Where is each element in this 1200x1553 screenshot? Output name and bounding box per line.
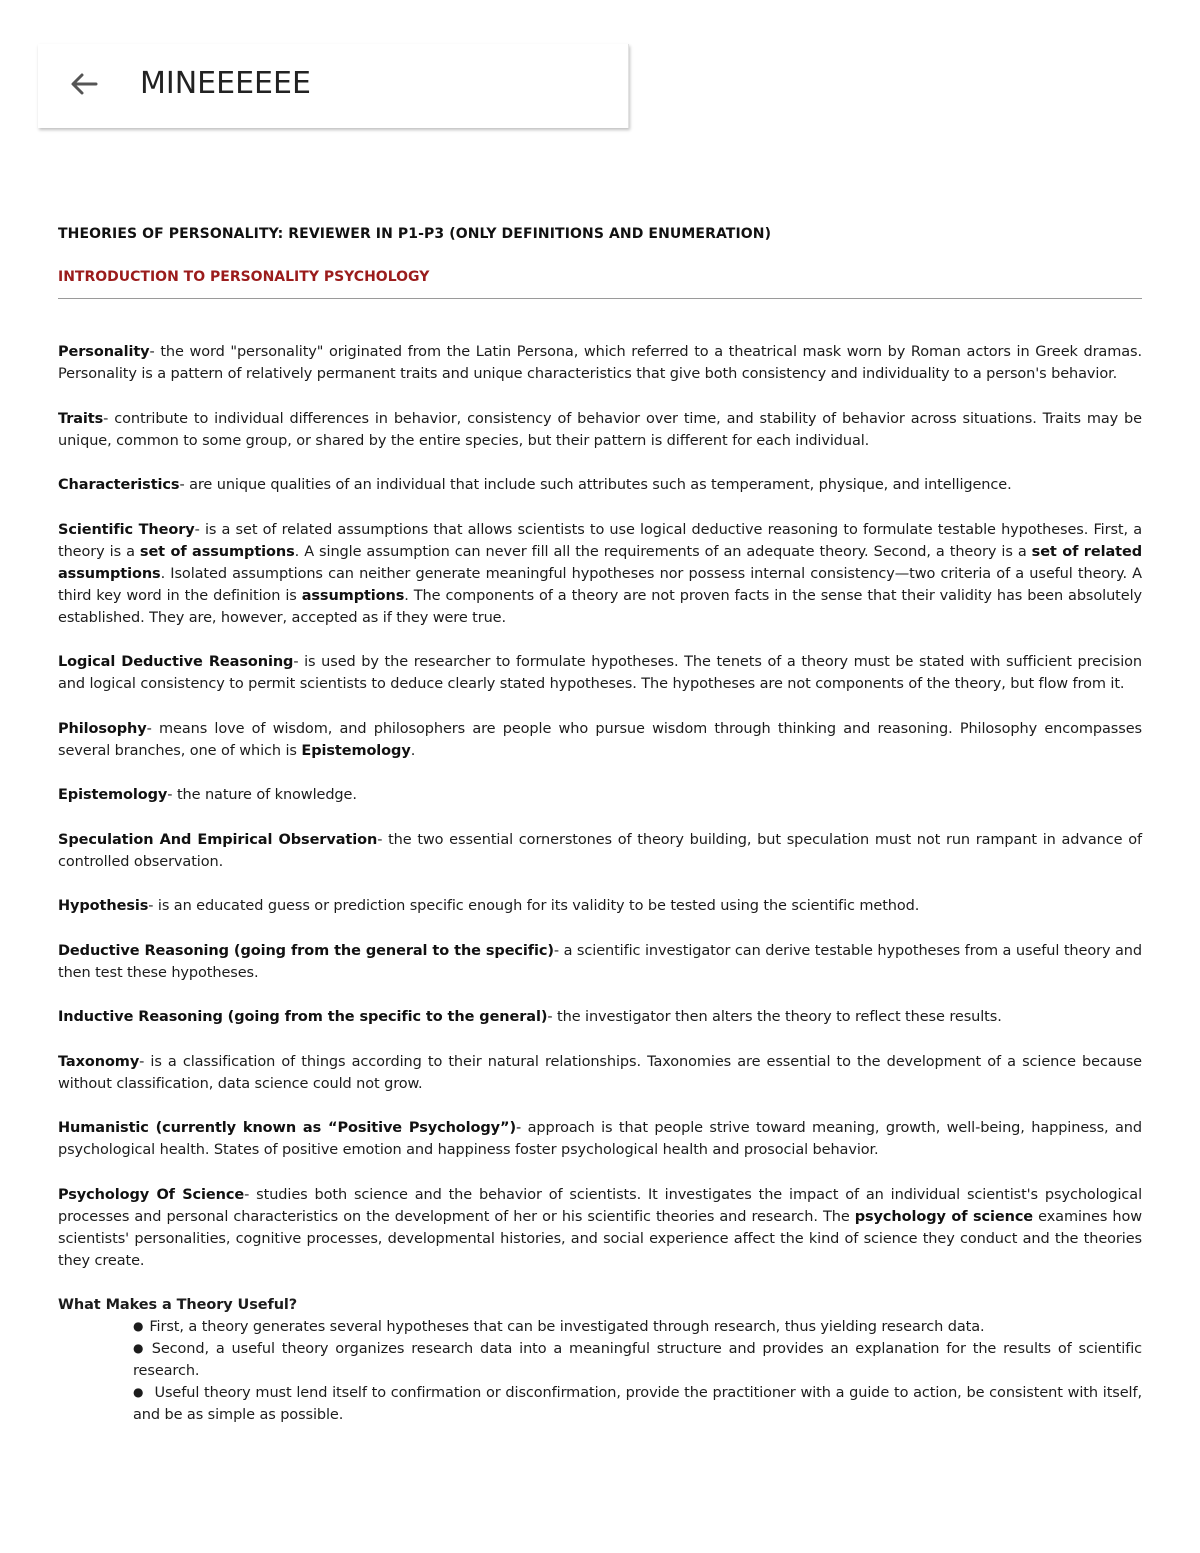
definition-traits: Traits- contribute to individual differences in behavior, consistency of behavior over time, and stability of behavior across situations. Traits may be unique, common to some group, or shared by the entire species, but their pattern is different for each individual. [58,410,1142,449]
document-body [58,341,1142,1426]
useful-theory-heading: What Makes a Theory Useful? [58,1297,298,1313]
definition-humanistic: Humanistic (currently known as “Positive Psychology”)- approach is that people strive toward meaning, growth, well-being, happiness, and psychological health. States of positive emotion and happiness foster psychological health and prosocial behavior. [58,1120,1142,1158]
list-item: ● Useful theory must lend itself to confirmation or disconfirmation, provide the practitioner with a guide to action, be consistent with itself, and be as simple as possible. [133,1382,1142,1426]
definition-speculation: Speculation And Empirical Observation- the two essential cornerstones of theory building, but speculation must not run rampant in advance of controlled observation. [58,831,1142,870]
definition-hypothesis: Hypothesis- is an educated guess or prediction specific enough for its validity to be tested using the scientific method. [58,898,920,914]
document-title: THEORIES OF PERSONALITY: REVIEWER IN P1-P3 (ONLY DEFINITIONS AND ENUMERATION) [58,226,772,242]
definition-deductive-reasoning: Deductive Reasoning (going from the general to the specific)- a scientific investigator can derive testable hypotheses from a useful theory and then test these hypotheses. [58,942,1142,981]
back-button[interactable] [64,62,104,106]
list-item: ● Second, a useful theory organizes research data into a meaningful structure and provides an explanation for the results of scientific research. [133,1338,1142,1382]
definition-characteristics: Characteristics- are unique qualities of an individual that include such attributes such as temperament, physique, and intelligence. [58,477,1012,493]
definition-taxonomy: Taxonomy- is a classification of things according to their natural relationships. Taxonomies are essential to the development of a science because without classification, data science could not grow. [58,1053,1142,1092]
list-item: ● First, a theory generates several hypotheses that can be investigated through research, thus yielding research data. [133,1316,1142,1338]
definition-scientific-theory: Scientific Theory- is a set of related assumptions that allows scientists to use logical deductive reasoning to formulate testable hypotheses. First, a theory is a set of assumptions. A single assumption can never fill all the requirements of an adequate theory. Second, a theory is a set of related assumptions. Isolated assumptions can neither generate meaningful hypotheses nor possess internal consistency—two criteria of a useful theory. A third key word in the definition is assumptions. The components of a theory are not proven facts in the sense that their validity has been absolutely established. They are, however, accepted as if they were true. [58,521,1142,626]
section-heading: INTRODUCTION TO PERSONALITY PSYCHOLOGY [58,269,430,285]
definition-inductive-reasoning: Inductive Reasoning (going from the specific to the general)- the investigator then alters the theory to reflect these results. [58,1009,1002,1025]
header-bar [38,44,629,128]
divider [58,298,1142,299]
definition-personality: Personality- the word "personality" originated from the Latin Persona, which referred to a theatrical mask worn by Roman actors in Greek dramas. Personality is a pattern of relatively permanent traits and unique characteristics that give both consistency and individuality to a person's behavior. [58,344,1142,382]
page-title: MINEEEEEE [140,66,311,101]
useful-theory-list [58,1316,1142,1426]
definition-logical-deductive-reasoning: Logical Deductive Reasoning- is used by the researcher to formulate hypotheses. The tenets of a theory must be stated with sufficient precision and logical consistency to permit scientists to deduce clearly stated hypotheses. The hypotheses are not components of the theory, but flow from it. [58,654,1142,692]
definition-philosophy: Philosophy- means love of wisdom, and philosophers are people who pursue wisdom through thinking and reasoning. Philosophy encompasses several branches, one of which is Epistemology. [58,720,1142,759]
definition-epistemology: Epistemology- the nature of knowledge. [58,787,357,803]
definition-psychology-of-science: Psychology Of Science- studies both science and the behavior of scientists. It investigates the impact of an individual scientist's psychological processes and personal characteristics on the development of her or his scientific theories and research. The psychology of science examines how scientists' personalities, cognitive processes, developmental histories, and social experience affect the kind of science they conduct and the theories they create. [58,1186,1143,1269]
arrow-left-icon [69,72,99,96]
